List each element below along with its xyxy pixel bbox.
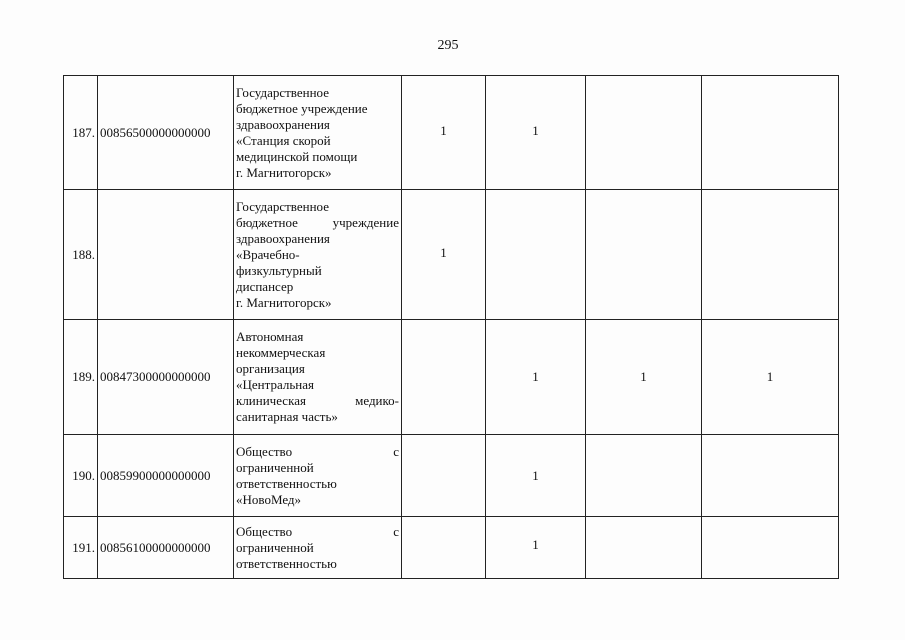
organization-name-line: Общество с (236, 523, 399, 539)
table-row (64, 320, 839, 435)
indicator-value: 1 (766, 369, 774, 384)
indicator-cell-4 (702, 190, 839, 320)
indicator-cell-4 (702, 435, 839, 517)
indicator-cell-2 (486, 320, 586, 435)
organization-name-line: Государственное (236, 84, 329, 100)
indicator-cell-2 (486, 76, 586, 190)
table-row (64, 190, 839, 320)
organization-name-line: физкультурный (236, 262, 322, 278)
organization-name-line: «НовоМед» (236, 491, 302, 507)
indicator-cell-3 (586, 517, 702, 579)
organization-name-line: г. Магнитогорск» (236, 294, 332, 310)
organization-name-line: ограниченной (236, 459, 314, 475)
organization-name-line: Государственное (236, 198, 329, 214)
indicator-cell-4 (702, 76, 839, 190)
organization-name (234, 320, 402, 435)
organization-name-line: ограниченной (236, 539, 314, 555)
indicator-cell-2 (486, 517, 586, 579)
table-body (64, 76, 839, 579)
organization-name (234, 76, 402, 190)
organization-name (234, 435, 402, 517)
organization-name-line: ответственностью (236, 475, 337, 491)
indicator-cell-1 (402, 517, 486, 579)
organization-name (234, 190, 402, 320)
registry-table (63, 75, 839, 579)
organization-name-line: здравоохранения (236, 116, 330, 132)
organization-name-line: медицинской помощи (236, 148, 358, 164)
table-row (64, 76, 839, 190)
organization-name-line: Автономная (236, 329, 304, 344)
indicator-value: 1 (440, 122, 447, 138)
organization-name-line: ответственностью (236, 555, 337, 571)
indicator-cell-2 (486, 190, 586, 320)
organization-name-line: Общество с (236, 443, 399, 459)
indicator-cell-1 (402, 190, 486, 320)
row-number: 189. (64, 320, 98, 435)
organization-code: 00859900000000000 (98, 435, 234, 517)
organization-code (98, 190, 234, 320)
organization-name-line: г. Магнитогорск» (236, 164, 332, 180)
organization-name-line: бюджетное учреждение (236, 214, 399, 230)
indicator-cell-4 (702, 320, 839, 435)
indicator-value: 1 (640, 369, 647, 384)
indicator-value: 1 (532, 536, 539, 552)
indicator-value: 1 (532, 369, 539, 384)
organization-name-line: «Центральная (236, 377, 314, 392)
indicator-value: 1 (532, 122, 539, 138)
indicator-cell-2 (486, 435, 586, 517)
organization-code: 00847300000000000 (98, 320, 234, 435)
indicator-cell-3 (586, 76, 702, 190)
indicator-value: 1 (532, 467, 539, 483)
row-number: 191. (64, 517, 98, 579)
organization-code: 00856100000000000 (98, 517, 234, 579)
indicator-cell-1 (402, 76, 486, 190)
organization-name-line: диспансер (236, 278, 294, 294)
table-row (64, 517, 839, 579)
organization-name-line: здравоохранения (236, 230, 330, 246)
indicator-cell-3 (586, 190, 702, 320)
page-number: 295 (437, 38, 459, 53)
indicator-value: 1 (440, 244, 447, 260)
organization-name-line: «Врачебно- (236, 246, 300, 262)
organization-name-line: санитарная часть» (236, 409, 338, 424)
organization-name-line: некоммерческая (236, 345, 326, 360)
organization-name-line: бюджетное учреждение (236, 100, 368, 116)
indicator-cell-4 (702, 517, 839, 579)
table-row (64, 435, 839, 517)
organization-name (234, 517, 402, 579)
row-number: 188. (64, 190, 98, 320)
organization-name-line: клиническая медико- (236, 393, 399, 408)
organization-name-line: организация (236, 361, 305, 376)
row-number: 190. (64, 435, 98, 517)
indicator-cell-1 (402, 435, 486, 517)
organization-name-line: «Станция скорой (236, 132, 331, 148)
organization-code: 00856500000000000 (98, 76, 234, 190)
indicator-cell-1 (402, 320, 486, 435)
row-number: 187. (64, 76, 98, 190)
indicator-cell-3 (586, 435, 702, 517)
indicator-cell-3 (586, 320, 702, 435)
